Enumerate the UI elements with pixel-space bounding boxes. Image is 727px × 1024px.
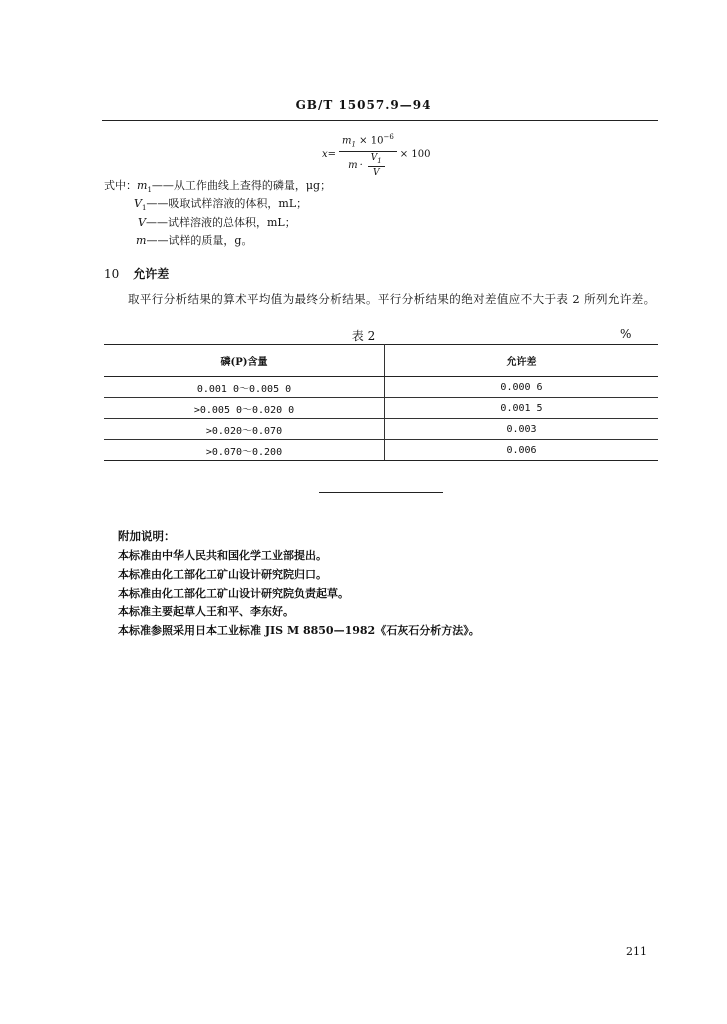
formula-equals: = [327, 149, 337, 161]
section-title: 允许差 [133, 267, 170, 281]
table-cell-tolerance: 0.003 [385, 419, 659, 440]
table-row [104, 398, 658, 419]
where-text: 试样溶液的总体积，mL； [167, 216, 296, 229]
table-cell-content: >0.020～0.070 [104, 419, 385, 440]
section-number: 10 [104, 267, 120, 281]
where-symbol: V [138, 216, 146, 229]
notes-title: 附加说明： [118, 529, 176, 543]
note-line: 本标准由化工部化工矿山设计研究院归口。 [118, 568, 327, 581]
formula-tail: × 100 [399, 149, 431, 161]
where-item-2 [134, 197, 307, 215]
table-cell-content: 0.001 0～0.005 0 [104, 377, 385, 398]
table-header-content: 磷(P)含量 [104, 345, 385, 377]
section-heading [104, 265, 169, 282]
table-row [104, 440, 658, 461]
page-number: 211 [626, 945, 647, 958]
formula-lhs: x [322, 149, 328, 161]
tolerance-table [104, 344, 658, 461]
formula-inner-num-sub: 1 [377, 157, 382, 166]
where-lead: 式中： [104, 179, 137, 192]
formula-inner-denominator: V [373, 168, 380, 179]
where-dash: —— [146, 197, 169, 210]
formula-numerator [339, 131, 397, 152]
table-cell-tolerance: 0.006 [385, 440, 659, 461]
formula-numerator-sub: 1 [351, 140, 356, 149]
table-header-row [104, 345, 658, 377]
formula-den-mass: m [348, 159, 358, 171]
note-line: 本标准参照采用日本工业标准 JIS M 8850—1982《石灰石分析方法》。 [118, 624, 480, 637]
table-cell-content: >0.005 0～0.020 0 [104, 398, 385, 419]
formula [322, 131, 430, 178]
standard-code: GB/T 15057.9—94 [295, 98, 432, 112]
table-unit: % [620, 327, 632, 341]
table-header-tolerance: 允许差 [385, 345, 659, 377]
table-caption: 表 2 [351, 329, 376, 343]
note-line: 本标准由中华人民共和国化学工业部提出。 [118, 549, 327, 562]
table-cell-content: >0.070～0.200 [104, 440, 385, 461]
table-cell-tolerance: 0.000 6 [385, 377, 659, 398]
table-cell-tolerance: 0.001 5 [385, 398, 659, 419]
formula-numerator-symbol: m [342, 135, 352, 147]
formula-main-fraction [339, 131, 397, 178]
note-line: 本标准主要起草人王和平、李东好。 [118, 605, 294, 618]
table-row [104, 377, 658, 398]
formula-times-power: × 10 [359, 135, 384, 147]
note-line: 本标准由化工部化工矿山设计研究院负责起草。 [118, 587, 349, 600]
formula-den-dot: · [359, 159, 363, 171]
where-dash: —— [151, 179, 174, 192]
where-text: 试样的质量，g。 [168, 234, 253, 247]
where-sub: 1 [147, 186, 152, 195]
where-symbol: m [137, 179, 148, 192]
formula-inner-num-symbol: V [370, 153, 378, 164]
where-item-4 [136, 234, 252, 252]
where-text: 从工作曲线上查得的磷量，μg； [173, 179, 332, 192]
header-rule [102, 120, 658, 121]
formula-inner-numerator [368, 153, 385, 167]
end-of-standard-rule [319, 492, 443, 493]
where-symbol: V [134, 197, 142, 210]
formula-power-exponent: −6 [383, 133, 394, 141]
formula-inner-fraction [368, 153, 385, 178]
where-dash: —— [145, 216, 168, 229]
formula-denominator [348, 152, 388, 178]
where-text: 吸取试样溶液的体积，mL； [168, 197, 308, 210]
table-row [104, 419, 658, 440]
where-sub: 1 [141, 204, 147, 213]
where-item-1 [104, 179, 331, 197]
section-paragraph: 取平行分析结果的算术平均值为最终分析结果。平行分析结果的绝对差值应不大于表 2 所列允许差。 [128, 292, 656, 306]
where-dash: —— [146, 234, 169, 247]
where-symbol: m [136, 234, 147, 247]
where-item-3 [138, 216, 296, 234]
